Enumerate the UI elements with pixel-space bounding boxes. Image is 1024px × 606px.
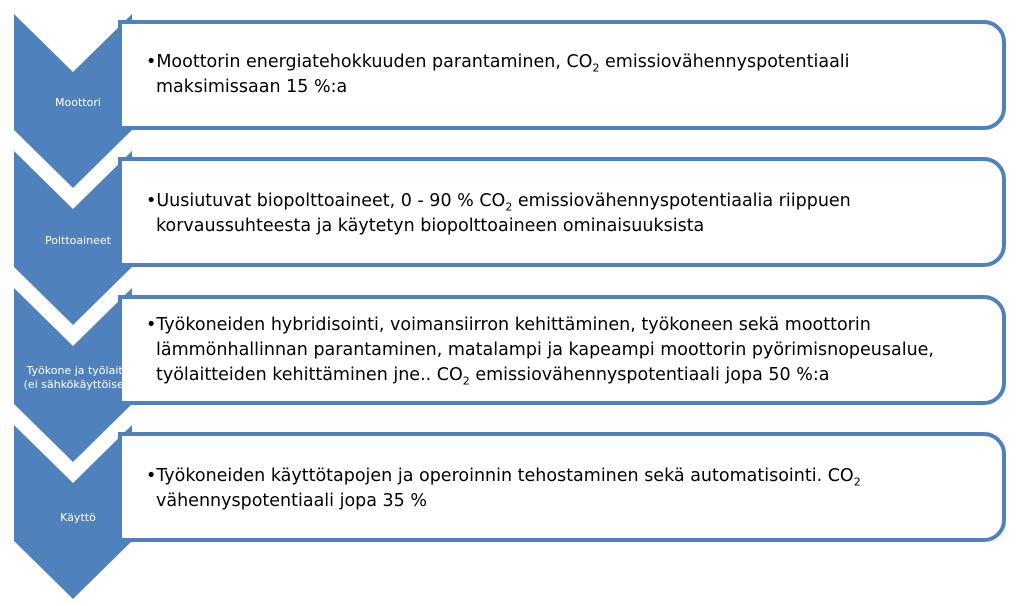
description-segment: •Uusiutuvat biopolttoaineet, 0 - 90 % CO: [146, 191, 506, 211]
description-segment: emissiovähennyspotentiaalia riippuen korvaussuhteesta ja käytetyn biopolttoaineen ominaisuuksista: [156, 191, 851, 236]
stage-box-moottori: [118, 20, 1006, 130]
subscript-2: 2: [592, 61, 600, 75]
description-segment: •Työkoneiden hybridisointi, voimansiirron kehittäminen, työkoneen sekä moottorin lämmönhallinnan parantaminen, matalampi ja kapeampi moottorin pyörimisnopeusalue, työlaitteiden kehittäminen jne.. CO: [146, 315, 934, 385]
stage-label-text: Työkone ja työlaite: [26, 364, 130, 377]
stage-box-kaytto: [118, 432, 1006, 542]
subscript-2: 2: [853, 475, 861, 489]
description-segment: emissiovähennyspotentiaali jopa 50 %:a: [469, 365, 830, 385]
stage-label-kaytto: [14, 511, 142, 525]
stage-label-polttoaineet: [14, 234, 142, 248]
stage-box-tyokone: [118, 295, 1006, 405]
subscript-2: 2: [462, 374, 470, 388]
stage-label-text: Moottori: [55, 96, 101, 109]
description-segment: vähennyspotentiaali jopa 35 %: [156, 491, 428, 511]
description-segment: •Moottorin energiatehokkuuden parantaminen, CO: [146, 52, 593, 72]
subscript-2: 2: [505, 200, 513, 214]
stage-label-tyokone: [14, 364, 142, 392]
description-segment: emissiovähennyspotentiaali maksimissaan 15 %:a: [156, 52, 850, 97]
description-segment: •Työkoneiden käyttötapojen ja operoinnin tehostaminen sekä automatisointi. CO: [146, 466, 854, 486]
stage-description-moottori: [146, 50, 978, 100]
stage-description-tyokone: [146, 313, 978, 388]
stage-description-polttoaineet: [146, 189, 978, 239]
stage-label-text: Polttoaineet: [45, 234, 111, 247]
stage-label-moottori: [14, 96, 142, 110]
stage-label-text: Käyttö: [60, 511, 96, 524]
stage-label-subtext: (ei sähkökäyttöiset): [23, 378, 133, 391]
stage-description-kaytto: [146, 464, 978, 514]
stage-box-polttoaineet: [118, 157, 1006, 267]
